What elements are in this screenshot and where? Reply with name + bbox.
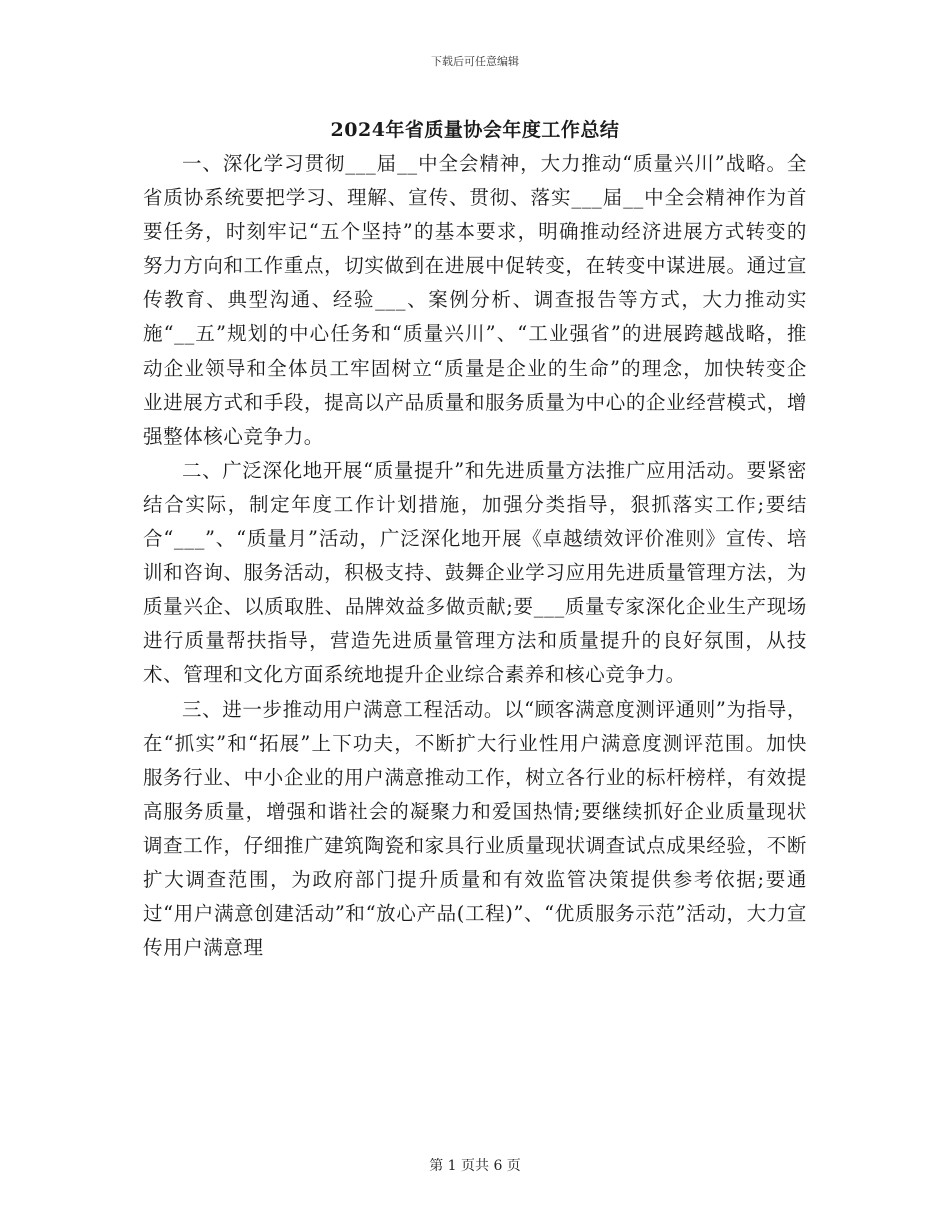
- page-number: 第 1 页共 6 页: [429, 1158, 521, 1174]
- paragraph-2: 二、广泛深化地开展“质量提升”和先进质量方法推广应用活动。要紧密结合实际，制定年度工作计划措施，加强分类指导，狠抓落实工作;要结合“___”、“质量月”活动，广泛深化地开展《卓越绩效评价准则》宣传、培训和咨询、服务活动，积极支持、鼓舞企业学习应用先进质量管理方法，为质量兴企、以质取胜、品牌效益多做贡献;要___质量专家深化企业生产现场进行质量帮扶指导，营造先进质量管理方法和质量提升的良好氛围，从技术、管理和文化方面系统地提升企业综合素养和核心竞争力。: [143, 458, 807, 687]
- paragraph-3: 三、进一步推动用户满意工程活动。以“顾客满意度测评通则”为指导，在“抓实”和“拓展”上下功夫，不断扩大行业性用户满意度测评范围。加快服务行业、中小企业的用户满意推动工作，树立各行业的标杆榜样，有效提高服务质量，增强和谐社会的凝聚力和爱国热情;要继续抓好企业质量现状调查工作，仔细推广建筑陶瓷和家具行业质量现状调查试点成果经验，不断扩大调查范围，为政府部门提升质量和有效监管决策提供参考依据;要通过“用户满意创建活动”和“放心产品(工程)”、“优质服务示范”活动，大力宣传用户满意理: [143, 697, 807, 960]
- document-title: 2024年省质量协会年度工作总结: [330, 119, 620, 141]
- paragraph-1: 一、深化学习贯彻___届__中全会精神，大力推动“质量兴川”战略。全省质协系统要把学习、理解、宣传、贯彻、落实___届__中全会精神作为首要任务，时刻牢记“五个坚持”的基本要求，明确推动经济进展方式转变的努力方向和工作重点，切实做到在进展中促转变，在转变中谋进展。通过宣传教育、典型沟通、经验___、案例分析、调查报告等方式，大力推动实施“__五”规划的中心任务和“质量兴川”、“工业强省”的进展跨越战略，推动企业领导和全体员工牢固树立“质量是企业的生命”的理念，加快转变企业进展方式和手段，提高以产品质量和服务质量为中心的企业经营模式，增强整体核心竞争力。: [143, 152, 807, 448]
- header-note: 下载后可任意编辑: [431, 55, 519, 68]
- document-body: [143, 147, 807, 965]
